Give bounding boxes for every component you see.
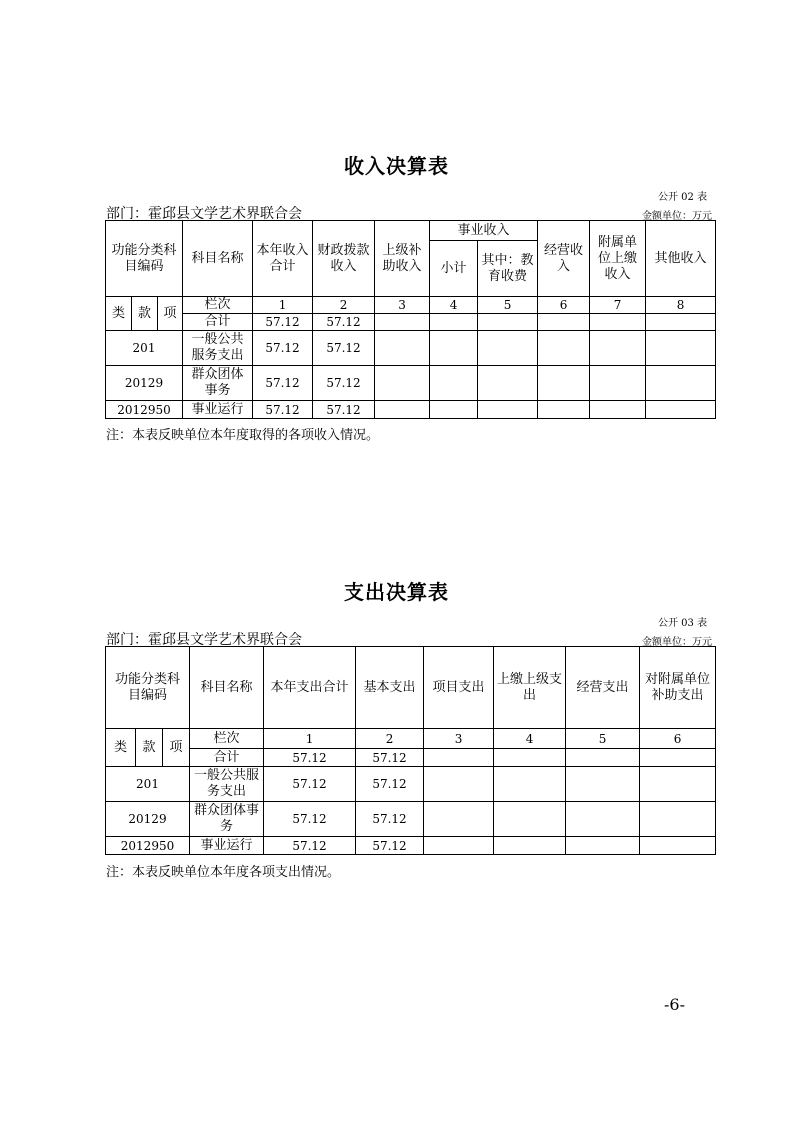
header-affiliated-income: 附属单位上缴收入 — [590, 221, 646, 297]
income-amount-unit: 金额单位：万元 — [642, 211, 712, 222]
header-func-code: 功能分类科目编码 — [106, 647, 190, 729]
col-number: 7 — [590, 297, 646, 314]
fiscal-value: 57.12 — [313, 401, 375, 419]
subject-name: 事业运行 — [183, 401, 253, 419]
col-number: 3 — [424, 729, 494, 749]
col-number: 5 — [566, 729, 640, 749]
total-value: 57.12 — [264, 837, 356, 855]
subject-name: 群众团体事务 — [183, 366, 253, 401]
header-kuan: 款 — [132, 297, 158, 331]
table-row — [106, 366, 716, 401]
fiscal-value: 57.12 — [313, 366, 375, 401]
header-fiscal: 财政拨款收入 — [313, 221, 375, 297]
col-number: 2 — [356, 729, 424, 749]
header-project-expense: 项目支出 — [424, 647, 494, 729]
col-number: 1 — [253, 297, 313, 314]
header-business-edu-fee: 其中：教育收费 — [478, 241, 538, 297]
table-row — [106, 802, 716, 837]
column-label: 栏次 — [190, 729, 264, 749]
subject-name: 事业运行 — [190, 837, 264, 855]
total-value: 57.12 — [264, 802, 356, 837]
expense-table-tag: 公开 03 表 — [658, 618, 708, 629]
basic-value: 57.12 — [356, 767, 424, 802]
header-business-income: 事业收入 — [430, 221, 538, 241]
header-lei: 类 — [106, 297, 132, 331]
expense-title: 支出决算表 — [344, 580, 449, 604]
fiscal-value: 57.12 — [313, 314, 375, 331]
income-department: 部门：霍邱县文学艺术界联合会 — [106, 206, 302, 222]
total-value: 57.12 — [253, 401, 313, 419]
col-number: 1 — [264, 729, 356, 749]
table-row — [106, 837, 716, 855]
expense-department: 部门：霍邱县文学艺术界联合会 — [106, 632, 302, 648]
basic-value: 57.12 — [356, 802, 424, 837]
func-code: 2012950 — [106, 837, 190, 855]
header-total-income: 本年收入合计 — [253, 221, 313, 297]
col-number: 6 — [538, 297, 590, 314]
table-row — [106, 314, 716, 331]
basic-value: 57.12 — [356, 837, 424, 855]
total-value: 57.12 — [264, 767, 356, 802]
col-number: 8 — [646, 297, 716, 314]
column-label: 栏次 — [183, 297, 253, 314]
col-number: 2 — [313, 297, 375, 314]
col-number: 3 — [375, 297, 430, 314]
total-value: 57.12 — [253, 314, 313, 331]
header-affiliated-subsidy: 对附属单位补助支出 — [640, 647, 716, 729]
func-code: 201 — [106, 331, 183, 366]
table-row — [106, 401, 716, 419]
header-subject-name: 科目名称 — [190, 647, 264, 729]
income-title: 收入决算表 — [344, 154, 449, 178]
col-number: 5 — [478, 297, 538, 314]
total-value: 57.12 — [253, 331, 313, 366]
header-basic-expense: 基本支出 — [356, 647, 424, 729]
func-code: 201 — [106, 767, 190, 802]
table-row — [106, 749, 716, 767]
income-table — [105, 220, 716, 419]
subject-name: 合计 — [190, 749, 264, 767]
header-other-income: 其他收入 — [646, 221, 716, 297]
expense-table — [105, 646, 716, 855]
header-xiang: 项 — [158, 297, 183, 331]
header-xiang: 项 — [163, 729, 190, 767]
header-subject-name: 科目名称 — [183, 221, 253, 297]
header-remit-superior: 上缴上级支出 — [494, 647, 566, 729]
header-func-code: 功能分类科目编码 — [106, 221, 183, 297]
header-total-expense: 本年支出合计 — [264, 647, 356, 729]
header-business-subtotal: 小计 — [430, 241, 478, 297]
total-value: 57.12 — [264, 749, 356, 767]
total-value: 57.12 — [253, 366, 313, 401]
subject-name: 合计 — [183, 314, 253, 331]
income-table-tag: 公开 02 表 — [658, 192, 708, 203]
subject-name: 一般公共服务支出 — [190, 767, 264, 802]
income-note: 注：本表反映单位本年度取得的各项收入情况。 — [106, 428, 380, 443]
basic-value: 57.12 — [356, 749, 424, 767]
header-operating-income: 经营收入 — [538, 221, 590, 297]
header-superior-subsidy: 上级补助收入 — [375, 221, 430, 297]
col-number: 4 — [494, 729, 566, 749]
subject-name: 一般公共服务支出 — [183, 331, 253, 366]
header-operating-expense: 经营支出 — [566, 647, 640, 729]
func-code: 2012950 — [106, 401, 183, 419]
col-number: 4 — [430, 297, 478, 314]
table-row — [106, 331, 716, 366]
header-lei: 类 — [106, 729, 136, 767]
header-kuan: 款 — [136, 729, 163, 767]
func-code: 20129 — [106, 366, 183, 401]
table-row — [106, 767, 716, 802]
page-number: -6- — [664, 995, 685, 1014]
col-number: 6 — [640, 729, 716, 749]
expense-amount-unit: 金额单位：万元 — [642, 637, 712, 648]
expense-note: 注：本表反映单位本年度各项支出情况。 — [106, 865, 341, 880]
subject-name: 群众团体事务 — [190, 802, 264, 837]
func-code: 20129 — [106, 802, 190, 837]
fiscal-value: 57.12 — [313, 331, 375, 366]
